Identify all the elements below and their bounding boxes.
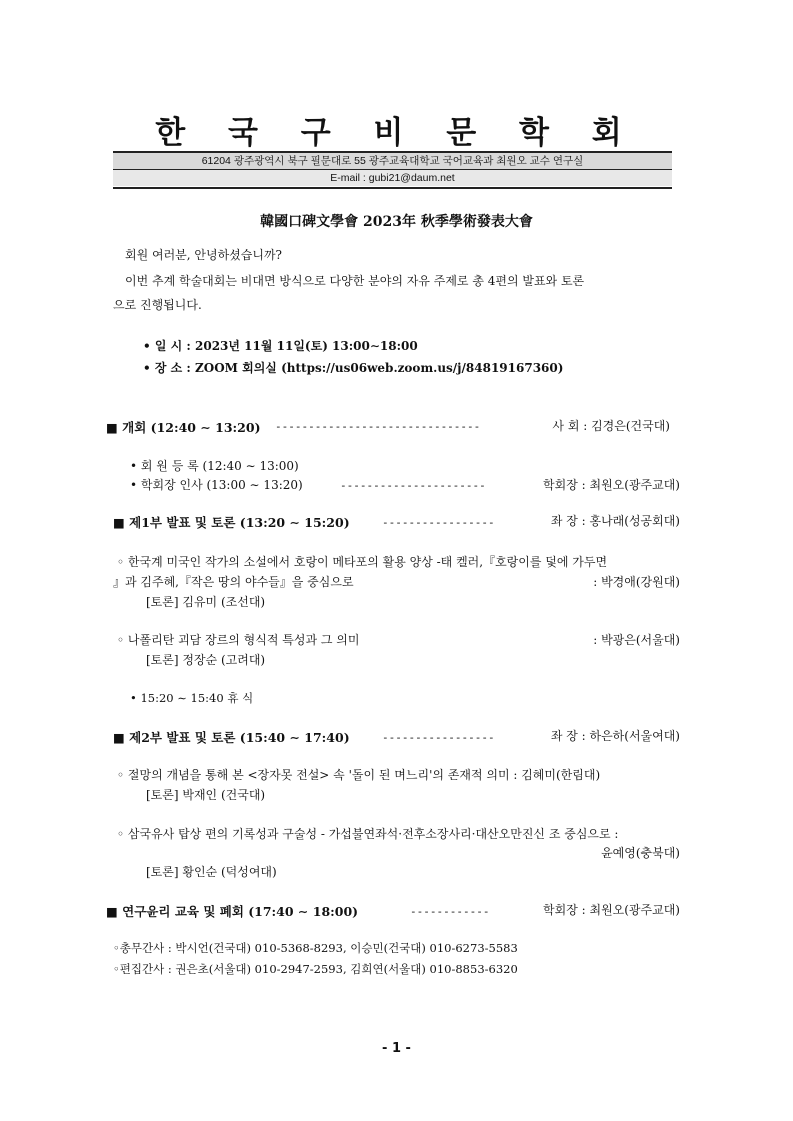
- talk2-presenter: : 박광은(서울대): [593, 633, 680, 647]
- page-title: 한 국 구 비 문 학 회: [155, 115, 638, 151]
- talk3-discussant: [토론] 박재인 (건국대): [146, 788, 266, 802]
- contact-general: ◦총무간사 : 박시언(건국대) 010-5368-8293, 이승민(건국대) 010-6273-5583: [113, 941, 518, 955]
- closing-dashes: ------------: [410, 905, 490, 918]
- opening-item-dashes: ----------------------: [340, 479, 486, 492]
- opening-dashes: -------------------------------: [275, 420, 481, 433]
- part2-chair: 좌 장 : 하은하(서울여대): [550, 729, 680, 743]
- talk1-title-line1: ◦ 한국계 미국인 작가의 소설에서 호랑이 메타포의 활용 양상 -태 켈러,『호랑이를 덫에 가두면: [117, 555, 608, 569]
- address-line: 61204 광주광역시 북구 필문대로 55 광주교육대학교 국어교육과 최원오 교수 연구실: [113, 153, 672, 170]
- opening-item-registration: • 회 원 등 록 (12:40 ∼ 13:00): [130, 459, 299, 473]
- contact-editing: ◦편집간사 : 권은초(서울대) 010-2947-2593, 김희연(서울대) 010-8853-6320: [113, 962, 518, 976]
- part2-title: ■ 제2부 발표 및 토론 (15:40 ∼ 17:40): [113, 730, 350, 745]
- part1-dashes: -----------------: [382, 516, 495, 529]
- talk1-discussant: [토론] 김유미 (조선대): [146, 595, 266, 609]
- date-info: • 일 시 : 2023년 11월 11일(토) 13:00∼18:00: [143, 339, 418, 353]
- talk2-title: ◦ 나폴리탄 괴담 장르의 형식적 특성과 그 의미: [117, 633, 360, 647]
- closing-president: 학회장 : 최원오(광주교대): [543, 903, 680, 917]
- part1-title: ■ 제1부 발표 및 토론 (13:20 ∼ 15:20): [113, 515, 350, 530]
- talk4-presenter: 윤예영(충북대): [601, 846, 680, 860]
- talk2-discussant: [토론] 정장순 (고려대): [146, 653, 266, 667]
- opening-host: 사 회 : 김경은(건국대): [552, 419, 670, 433]
- place-info: • 장 소 : ZOOM 회의실 (https://us06web.zoom.us/j/84819167360): [143, 361, 564, 375]
- closing-title: ■ 연구윤리 교육 및 폐회 (17:40 ∼ 18:00): [106, 904, 359, 919]
- opening-item-greeting: • 학회장 인사 (13:00 ∼ 13:20): [130, 478, 303, 492]
- talk4-discussant: [토론] 황인순 (덕성여대): [146, 865, 277, 879]
- talk1-presenter: : 박경애(강원대): [593, 575, 680, 589]
- talk1-title-line2: 』과 김주혜,『작은 땅의 야수들』을 중심으로: [113, 575, 354, 589]
- break-item: • 15:20 ∼ 15:40 휴 식: [130, 691, 254, 705]
- address-box: [113, 151, 672, 189]
- email-line: E-mail : gubi21@daum.net: [113, 170, 672, 186]
- opening-title: ■ 개회 (12:40 ∼ 13:20): [106, 420, 261, 435]
- part2-dashes: -----------------: [382, 731, 495, 744]
- talk3-title: ◦ 절망의 개념을 통해 본 <장자못 전설> 속 '돌이 된 며느리'의 존재적 의미 : 김혜미(한림대): [117, 768, 601, 782]
- event-subtitle: 韓國口碑文學會 2023年 秋季學術發表大會: [260, 214, 533, 230]
- talk4-title: ◦ 삼국유사 탑상 편의 기록성과 구술성 - 가섭불연좌석·전후소장사리·대산오만진신 조 중심으로 :: [117, 827, 619, 841]
- opening-item-president: 학회장 : 최원오(광주교대): [543, 478, 680, 492]
- intro-line-1: 이번 추계 학술대회는 비대면 방식으로 다양한 분야의 자유 주제로 총 4편의 발표와 토론: [125, 274, 585, 288]
- intro-line-2: 으로 진행됩니다.: [113, 298, 202, 312]
- greeting: 회원 여러분, 안녕하셨습니까?: [125, 248, 282, 262]
- page-number: - 1 -: [382, 1041, 411, 1056]
- part1-chair: 좌 장 : 홍나래(성공회대): [550, 514, 680, 528]
